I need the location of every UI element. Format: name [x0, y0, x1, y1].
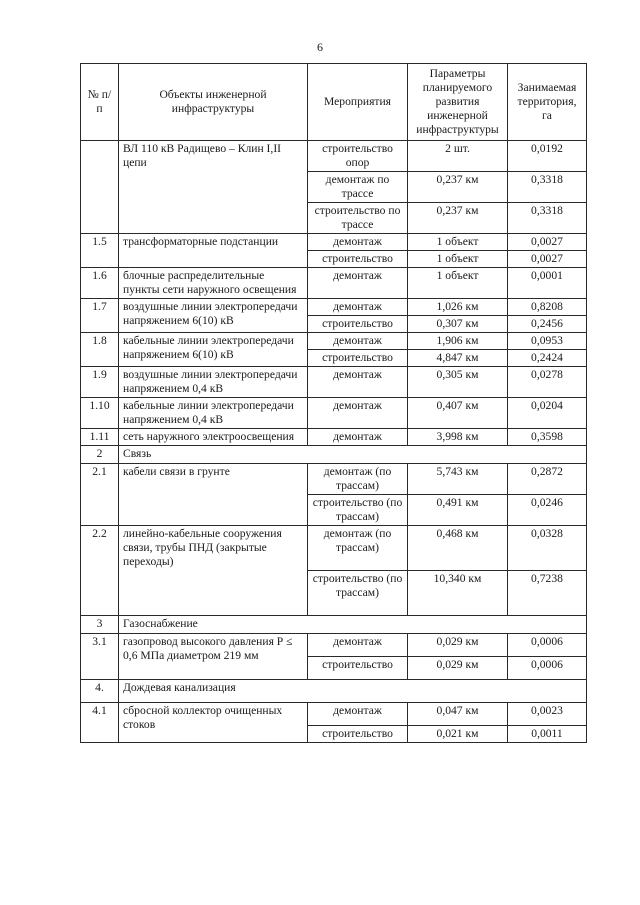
row-area: 0,7238 — [508, 571, 587, 616]
row-area: 0,0953 — [508, 333, 587, 350]
section-title: Дождевая канализация — [119, 680, 587, 703]
row-action: демонтаж по трассе — [308, 172, 408, 203]
section-num: 2 — [81, 446, 119, 464]
row-area: 0,0027 — [508, 234, 587, 251]
row-object: газопровод высокого давления Р ≤ 0,6 МПа диаметром 219 мм — [119, 634, 308, 680]
table-row — [81, 703, 587, 726]
row-area: 0,2456 — [508, 316, 587, 333]
section-num: 4. — [81, 680, 119, 703]
row-action: строительство по трассе — [308, 203, 408, 234]
row-param: 0,407 км — [408, 398, 508, 429]
infrastructure-table — [80, 63, 587, 743]
row-action: демонтаж — [308, 634, 408, 657]
row-param: 0,047 км — [408, 703, 508, 726]
table-row — [81, 634, 587, 657]
row-param: 3,998 км — [408, 429, 508, 446]
row-action: строительство опор — [308, 141, 408, 172]
row-action: строительство — [308, 350, 408, 367]
table-row — [81, 333, 587, 350]
row-action: строительство (по трассам) — [308, 495, 408, 526]
row-area: 0,3318 — [508, 172, 587, 203]
row-object: кабели связи в грунте — [119, 464, 308, 526]
row-area: 0,0006 — [508, 657, 587, 680]
row-num: 2.2 — [81, 526, 119, 616]
row-num: 1.5 — [81, 234, 119, 268]
row-num — [81, 141, 119, 234]
row-area: 0,0192 — [508, 141, 587, 172]
row-area: 0,8208 — [508, 299, 587, 316]
row-action: строительство — [308, 726, 408, 743]
row-area: 0,0011 — [508, 726, 587, 743]
table-row — [81, 367, 587, 398]
row-action: демонтаж — [308, 703, 408, 726]
header-params: Параметры планируемого развития инженерной инфраструктуры — [408, 64, 508, 141]
row-param: 1 объект — [408, 268, 508, 299]
section-row — [81, 616, 587, 634]
table-row — [81, 429, 587, 446]
row-param: 1 объект — [408, 234, 508, 251]
row-num: 4.1 — [81, 703, 119, 743]
row-action: демонтаж — [308, 398, 408, 429]
row-param: 1,906 км — [408, 333, 508, 350]
row-action: строительство (по трассам) — [308, 571, 408, 616]
row-num: 1.7 — [81, 299, 119, 333]
row-param: 10,340 км — [408, 571, 508, 616]
row-num: 1.6 — [81, 268, 119, 299]
row-object: воздушные линии электропередачи напряжением 0,4 кВ — [119, 367, 308, 398]
row-action: строительство — [308, 251, 408, 268]
row-action: демонтаж — [308, 333, 408, 350]
row-area: 0,0278 — [508, 367, 587, 398]
row-object: кабельные линии электропередачи напряжением 0,4 кВ — [119, 398, 308, 429]
row-area: 0,0006 — [508, 634, 587, 657]
section-title: Газоснабжение — [119, 616, 587, 634]
row-param: 1 объект — [408, 251, 508, 268]
header-action: Мероприятия — [308, 64, 408, 141]
row-num: 1.10 — [81, 398, 119, 429]
row-area: 0,0027 — [508, 251, 587, 268]
row-object: сбросной коллектор очищенных стоков — [119, 703, 308, 743]
row-area: 0,0001 — [508, 268, 587, 299]
row-param: 5,743 км — [408, 464, 508, 495]
header-area: Занимаемая территория, га — [508, 64, 587, 141]
row-param: 0,468 км — [408, 526, 508, 571]
row-param: 0,491 км — [408, 495, 508, 526]
row-param: 0,307 км — [408, 316, 508, 333]
row-action: демонтаж — [308, 268, 408, 299]
row-object: воздушные линии электропередачи напряжением 6(10) кВ — [119, 299, 308, 333]
row-object: линейно-кабельные сооружения связи, трубы ПНД (закрытые переходы) — [119, 526, 308, 616]
row-area: 0,0204 — [508, 398, 587, 429]
row-action: демонтаж — [308, 429, 408, 446]
row-object: сеть наружного электроосвещения — [119, 429, 308, 446]
table-row — [81, 234, 587, 251]
row-param: 4,847 км — [408, 350, 508, 367]
row-param: 0,305 км — [408, 367, 508, 398]
row-action: строительство — [308, 316, 408, 333]
row-action: строительство — [308, 657, 408, 680]
row-action: демонтаж — [308, 367, 408, 398]
table-header-row — [81, 64, 587, 141]
table-row — [81, 141, 587, 172]
row-object: трансформаторные подстанции — [119, 234, 308, 268]
row-num: 1.9 — [81, 367, 119, 398]
row-param: 2 шт. — [408, 141, 508, 172]
row-param: 0,029 км — [408, 634, 508, 657]
row-num: 3.1 — [81, 634, 119, 680]
section-row — [81, 446, 587, 464]
table-row — [81, 268, 587, 299]
section-num: 3 — [81, 616, 119, 634]
row-num: 1.11 — [81, 429, 119, 446]
row-param: 0,021 км — [408, 726, 508, 743]
row-area: 0,3598 — [508, 429, 587, 446]
row-area: 0,2424 — [508, 350, 587, 367]
row-action: демонтаж (по трассам) — [308, 526, 408, 571]
row-object: ВЛ 110 кВ Радищево – Клин I,II цепи — [119, 141, 308, 234]
row-area: 0,3318 — [508, 203, 587, 234]
table-row — [81, 464, 587, 495]
header-object: Объекты инженерной инфраструктуры — [119, 64, 308, 141]
page-number: 6 — [317, 40, 323, 54]
row-action: демонтаж — [308, 299, 408, 316]
row-area: 0,2872 — [508, 464, 587, 495]
row-param: 0,237 км — [408, 172, 508, 203]
row-num: 1.8 — [81, 333, 119, 367]
row-num: 2.1 — [81, 464, 119, 526]
row-action: демонтаж (по трассам) — [308, 464, 408, 495]
row-area: 0,0246 — [508, 495, 587, 526]
row-area: 0,0023 — [508, 703, 587, 726]
row-area: 0,0328 — [508, 526, 587, 571]
row-object: блочные распределительные пункты сети наружного освещения — [119, 268, 308, 299]
table-row — [81, 398, 587, 429]
row-action: демонтаж — [308, 234, 408, 251]
table-row — [81, 526, 587, 571]
section-title: Связь — [119, 446, 587, 464]
row-param: 0,029 км — [408, 657, 508, 680]
table-row — [81, 299, 587, 316]
row-param: 0,237 км — [408, 203, 508, 234]
section-row — [81, 680, 587, 703]
row-param: 1,026 км — [408, 299, 508, 316]
row-object: кабельные линии электропередачи напряжением 6(10) кВ — [119, 333, 308, 367]
header-num: № п/п — [81, 64, 119, 141]
